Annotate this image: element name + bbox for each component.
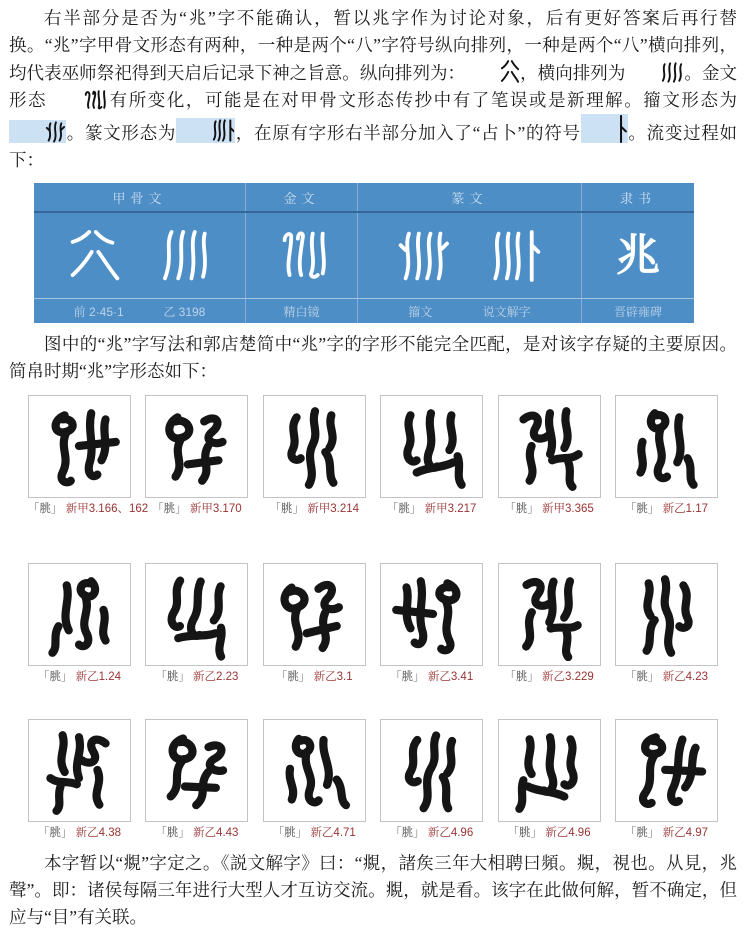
evolution-table-header-row [34, 183, 694, 213]
slip-item [380, 395, 483, 517]
slip-reference: 新乙4.71 [310, 827, 356, 839]
slip-transcription: 「脁」 [275, 671, 311, 683]
slip-caption [145, 670, 248, 685]
slip-caption [145, 826, 248, 841]
slip-caption [145, 502, 248, 517]
slip-row-3 [28, 719, 718, 841]
slip-transcription: 「脁」 [386, 503, 422, 515]
slip-reference: 新甲3.214 [307, 503, 360, 515]
slip-transcription: 「脁」 [155, 671, 190, 683]
source-label: 籀文 [408, 304, 433, 319]
intro-text-5: 。篆文形态为 [66, 123, 177, 143]
slip-item [263, 719, 366, 841]
slip-transcription: 「脁」 [28, 503, 63, 515]
bamboo-glyph-image [28, 719, 131, 822]
bronze-source-label [246, 299, 358, 323]
bamboo-glyph-image [380, 563, 483, 666]
zhou-script-glyph [394, 224, 452, 288]
header-oracle-bone: 甲骨文 [34, 183, 246, 211]
intro-text-4: 有所变化，可能是在对甲骨文形态传抄中有了笔误或是新理解。籀文形态为 [108, 90, 738, 110]
bronze-form-icon [47, 89, 108, 110]
slip-transcription: 「脁」 [155, 827, 190, 839]
slip-transcription: 「脁」 [504, 503, 539, 515]
slip-row-2 [28, 563, 718, 685]
slip-transcription: 「脁」 [269, 503, 305, 515]
oracle-vertical-form-icon [465, 59, 520, 83]
source-label: 说文解字 [482, 304, 531, 319]
slip-item [498, 563, 601, 685]
bamboo-glyph-image [145, 719, 248, 822]
slip-transcription: 「脁」 [504, 671, 539, 683]
oracle-horizontal-glyph [155, 224, 213, 288]
slip-reference: 新乙4.97 [662, 827, 708, 839]
header-bronze: 金文 [246, 183, 358, 211]
slip-item [263, 395, 366, 517]
paragraph-conclusion [9, 850, 737, 931]
slip-item [380, 719, 483, 841]
slip-reference: 新乙4.23 [662, 671, 708, 683]
slip-reference: 新甲3.217 [424, 503, 477, 515]
slip-reference: 新乙4.96 [427, 827, 474, 839]
bamboo-glyph-image [28, 563, 131, 666]
slip-transcription: 「脁」 [37, 827, 73, 839]
slip-caption [28, 670, 131, 685]
seal-glyph-cell [358, 213, 582, 298]
slip-item [263, 563, 366, 685]
slip-caption [498, 502, 601, 517]
bamboo-glyph-image [28, 395, 131, 498]
oracle-glyph-cell [34, 213, 246, 298]
slip-transcription: 「脁」 [390, 827, 425, 839]
bronze-glyph-cell [246, 213, 358, 298]
paragraph-explanation [9, 331, 737, 385]
slip-item [145, 395, 248, 517]
oracle-vertical-glyph [66, 224, 124, 288]
slip-caption [28, 826, 131, 841]
slip-reference: 新甲3.166、162 [65, 503, 149, 515]
slip-transcription: 「脁」 [624, 671, 660, 683]
divination-mark-icon [581, 114, 628, 143]
slip-item [615, 395, 718, 517]
slip-caption [615, 502, 718, 517]
slip-reference: 新乙3.41 [427, 671, 474, 683]
header-clerical: 隶书 [619, 190, 656, 206]
zhou-script-form-icon [9, 120, 66, 143]
seal-script-form-icon [176, 118, 235, 143]
oracle-horizontal-form-icon [625, 62, 684, 83]
slip-caption [380, 502, 483, 517]
evolution-table-glyph-row [34, 213, 694, 298]
clerical-source-label [582, 299, 694, 323]
slip-caption [28, 502, 149, 517]
slip-item [28, 719, 131, 841]
slip-item [615, 719, 718, 841]
slip-caption [380, 670, 483, 685]
seal-source-labels [358, 299, 582, 323]
bronze-glyph [273, 224, 331, 288]
bamboo-glyph-image [615, 395, 718, 498]
slip-item [498, 395, 601, 517]
bamboo-glyph-image [380, 719, 483, 822]
slip-reference: 新乙4.38 [75, 827, 122, 839]
slip-caption [615, 826, 718, 841]
intro-text-1: 右半部分是否为“兆”字不能确认，暂以兆字作为讨论对象，后有更好答案后再行替换。“兆”字甲骨文形态有两种，一种是两个“八”字符号纵向排列，一种是两个“八”横向排列，均代表巫师祭祀得到天启后记录下神之旨意。纵向排列为： [9, 8, 737, 83]
explanation-text: 图中的“兆”字写法和郭店楚简中“兆”字的字形不能完全匹配，是对该字存疑的主要原因。简帛时期“兆”字形态如下： [9, 334, 737, 381]
slip-caption [615, 670, 718, 685]
paragraph-intro [9, 5, 737, 174]
slip-caption [498, 670, 601, 685]
slip-reference: 新乙4.96 [545, 827, 591, 839]
bamboo-glyph-image [263, 563, 366, 666]
source-label: 晋辟雍碑 [613, 304, 662, 319]
slip-item [145, 563, 248, 685]
bamboo-glyph-image [498, 395, 601, 498]
header-seal: 篆文 [358, 183, 582, 211]
slip-caption [263, 826, 366, 841]
slip-transcription: 「脁」 [390, 671, 425, 683]
slip-reference: 新乙1.24 [75, 671, 122, 683]
slip-reference: 新乙1.17 [662, 503, 708, 515]
slip-transcription: 「脁」 [272, 827, 308, 839]
bamboo-slip-glyph-grid [9, 395, 737, 841]
slip-item [380, 563, 483, 685]
bamboo-glyph-image [498, 563, 601, 666]
bamboo-glyph-image [263, 719, 366, 822]
source-label: 前 2·45·1 [73, 304, 124, 319]
slip-transcription: 「脁」 [624, 827, 660, 839]
intro-text-3: 。金文形态 [9, 63, 738, 110]
slip-caption [263, 670, 366, 685]
slip-reference: 新乙2.23 [193, 671, 239, 683]
slip-reference: 新乙3.229 [542, 671, 594, 683]
conclusion-text: 本字暂以“覜”字定之。《説文解字》曰：“覜，諸矦三年大相聘曰頻。覜，視也。从見，兆聲”。即：诸侯每隔三年进行大型人才互访交流。覜，就是看。该字在此做何解，暂不确定，但应与“目”有关联。 [9, 853, 737, 927]
slip-row-1 [28, 395, 718, 517]
intro-text-6: ，在原有字形右半部分加入了“占卜”的符号 [235, 123, 581, 143]
clerical-glyph-cell [582, 213, 694, 298]
source-label: 精白镜 [283, 304, 320, 319]
slip-reference: 新乙3.1 [313, 671, 353, 683]
bamboo-glyph-image [498, 719, 601, 822]
intro-text-7: 。流变过程如下： [9, 123, 738, 170]
bamboo-glyph-image [263, 395, 366, 498]
slip-transcription: 「脁」 [152, 503, 187, 515]
bamboo-glyph-image [380, 395, 483, 498]
slip-item [615, 563, 718, 685]
bamboo-glyph-image [615, 563, 718, 666]
slip-caption [263, 502, 366, 517]
script-evolution-table [34, 183, 694, 323]
intro-text-2: ，横向排列为 [520, 63, 626, 83]
slip-item [28, 395, 149, 517]
slip-item [498, 719, 601, 841]
slip-reference: 新甲3.170 [189, 503, 242, 515]
slip-caption [498, 826, 601, 841]
slip-transcription: 「脁」 [624, 503, 660, 515]
slip-caption [380, 826, 483, 841]
evolution-table-label-row [34, 298, 694, 323]
oracle-source-labels [34, 299, 246, 323]
slip-item [28, 563, 131, 685]
shuowen-seal-glyph [487, 224, 545, 288]
bamboo-glyph-image [145, 563, 248, 666]
slip-reference: 新甲3.365 [542, 503, 594, 515]
slip-item [145, 719, 248, 841]
slip-reference: 新乙4.43 [193, 827, 239, 839]
source-label: 乙 3198 [163, 304, 206, 319]
slip-transcription: 「脁」 [37, 671, 73, 683]
bamboo-glyph-image [145, 395, 248, 498]
bamboo-glyph-image [615, 719, 718, 822]
clerical-script-glyph: 兆 [616, 230, 660, 280]
slip-transcription: 「脁」 [507, 827, 543, 839]
